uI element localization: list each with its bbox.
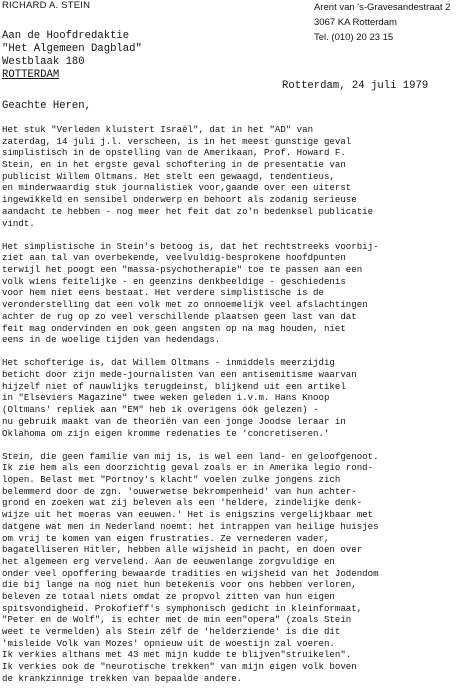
body-line: om vrij te komen van eigen frustraties. Ze vernederen vader, <box>2 532 330 544</box>
recipient-line-1: Aan de Hoofdredaktie <box>2 30 130 42</box>
body-line: die bij lange na nog niet hun betekenis voor ons hebben verloren, <box>2 579 357 591</box>
body-line: vindt. <box>2 217 35 229</box>
body-line: hijzelf niet of nauwlijks terugdeinst, blijkend uit een artikel <box>2 380 346 392</box>
body-line: in "Elseviers Magazine" twee weken geleden i.v.m. Hans Knoop <box>2 392 330 404</box>
sender-name: RICHARD A. STEIN <box>2 0 91 11</box>
body-line: Stein, en in het ergste geval schoftering in de presentatie van <box>2 159 346 171</box>
body-line: Stein, die geen familie van mij is, is wel een land- en geloofgenoot. <box>2 450 379 462</box>
body-line: ingewikkeld en sensibel onderwerp en behoort als zodanig serieuse <box>2 194 357 206</box>
body-line: zaterdag, 14 juli j.l. verscheen, is in het meest gunstige geval <box>2 135 352 147</box>
body-line: voor hem niet eens bestaat. Het verdere simplistische is de <box>2 287 324 299</box>
recipient-line-2: "Het Algemeen Dagblad" <box>2 43 142 55</box>
body-line: volk wiens feitelijke - en geenzins denkbeeldige - geschiedenis <box>2 275 346 287</box>
body-line: "Peter en de Wolf", is echter met de min een"opera" (zoals Stein <box>2 614 352 626</box>
body-line: en minderwaardig stuk journalistiek voor,gaande over een uiterst <box>2 182 352 194</box>
body-line: (Oltmans' repliek aan "EM" heb ik overigens óók gelezen) - <box>2 404 319 416</box>
body-line: datgene wat men in Nederland noemt: het intrappen van heilige huisjes <box>2 520 379 532</box>
body-line: het algemeen erg vervelend. Aan de eeuwenlange zorgvuldige en <box>2 555 335 567</box>
body-line: bagatelliseren Hitler, hebben alle wijsheid in pacht, en doen over <box>2 544 363 556</box>
sender-street: Arent van 's-Gravesandestraat 2 <box>314 2 451 13</box>
body-line: weet te vermelden) als Stein zélf de 'helderziende' is die dit <box>2 626 341 637</box>
body-line: feit mag ondervinden en ook geen angsten op na mag houden, niet <box>2 322 346 334</box>
body-line: lopen. Belast met "Portnoy's klacht" voelen zulke jongens zich <box>2 474 341 486</box>
body-line: onder veel opoffering bewaarde tradities en wijsheid van het Jodendom <box>2 567 379 579</box>
letter-date: Rotterdam, 24 juli 1979 <box>282 80 429 92</box>
body-line: achter de rug op zo veel verschillende plaatsen geen last van dat <box>2 310 357 322</box>
body-line: simplistisch in de opstelling van de Amerikaan, Prof. Howard F. <box>2 147 346 159</box>
body-line: Oklahoma om zijn eigen kromme redenaties te 'concretiseren.' <box>2 427 330 439</box>
sender-phone: Tel. (010) 20 23 15 <box>314 32 394 43</box>
body-line: spitsvondigheid. Prokofieff's symphonisch gedicht in kleinformaat, <box>2 602 363 614</box>
body-line: eens in de woelige tijden van hedendags. <box>2 334 221 346</box>
sender-address-block <box>314 0 450 45</box>
letter-body <box>2 124 468 696</box>
body-line: Ik verkies althans met 43 met mijn kudde te blijven"struikelen". <box>2 649 352 661</box>
body-line: terwijl het poogt een "massa-psychotherapie" toe te passen aan een <box>2 264 363 276</box>
body-line: Ik verkies ook de "neurotische trekken" van mijn eigen volk boven <box>2 661 357 673</box>
body-line: nu gebruik maakt van de theoriën van een jonge Joodse leraar in <box>2 415 346 427</box>
body-paragraph <box>2 357 468 439</box>
recipient-address-block <box>2 30 142 82</box>
body-line: Het stuk "Verleden kluistert Israël", dat in het "AD" van <box>2 124 314 135</box>
recipient-line-3: Westblaak 180 <box>2 56 85 68</box>
salutation: Geachte Heren, <box>2 100 92 112</box>
body-line: ziet aan tal van overbekende, veelvuldig-besprokene hoofdpunten <box>2 252 346 264</box>
body-line: beleven ze totaal niets omdat ze propvol zitten van hun eigen <box>2 590 335 602</box>
body-line: Ik zie hem als een doorzichtig geval zoals er in Amerika legio rond- <box>2 462 374 474</box>
body-line: wijze uit het moeras van eeuwen.' Het is enigszins vergelijkbaar met <box>2 509 374 521</box>
body-line: belemmerd door de zgn. 'ouwerwetse bekrompenheid' van hun achter- <box>2 485 357 497</box>
body-line: aandacht te hebben - nog meer het feit dat zo'n bedenksel publicatie <box>2 205 374 217</box>
body-line: grond en zoeken wat zij beleven als een 'heldere, zindelijke denk- <box>2 497 363 509</box>
sender-postal-city: 3067 KA Rotterdam <box>314 17 397 28</box>
body-line: Het simplistische in Stein's betoog is, dat het rechtstreeks voorbij- <box>2 240 379 252</box>
body-line: veronderstelling dat een volk met zo onnoemelijk veel afslachtingen <box>2 299 368 311</box>
body-paragraph <box>2 451 468 685</box>
recipient-city: ROTTERDAM <box>2 69 60 81</box>
body-paragraph <box>2 124 468 229</box>
body-line: beticht door zijn mede-journalisten van een antisemitisme waarvan <box>2 369 357 381</box>
body-line: Het schofterige is, dat Willem Oltmans - inmiddels meerzijdig <box>2 357 335 369</box>
body-line: 'misleide Volk van Mozes' opnieuw uit de woestijn zal voeren. <box>2 637 335 649</box>
body-line: publicist Willem Oltmans. Het stelt een gewaagd, tendentieus, <box>2 170 335 182</box>
body-line: de krankzinnige trekken van bepaalde andere. <box>2 672 243 684</box>
body-paragraph <box>2 241 468 346</box>
